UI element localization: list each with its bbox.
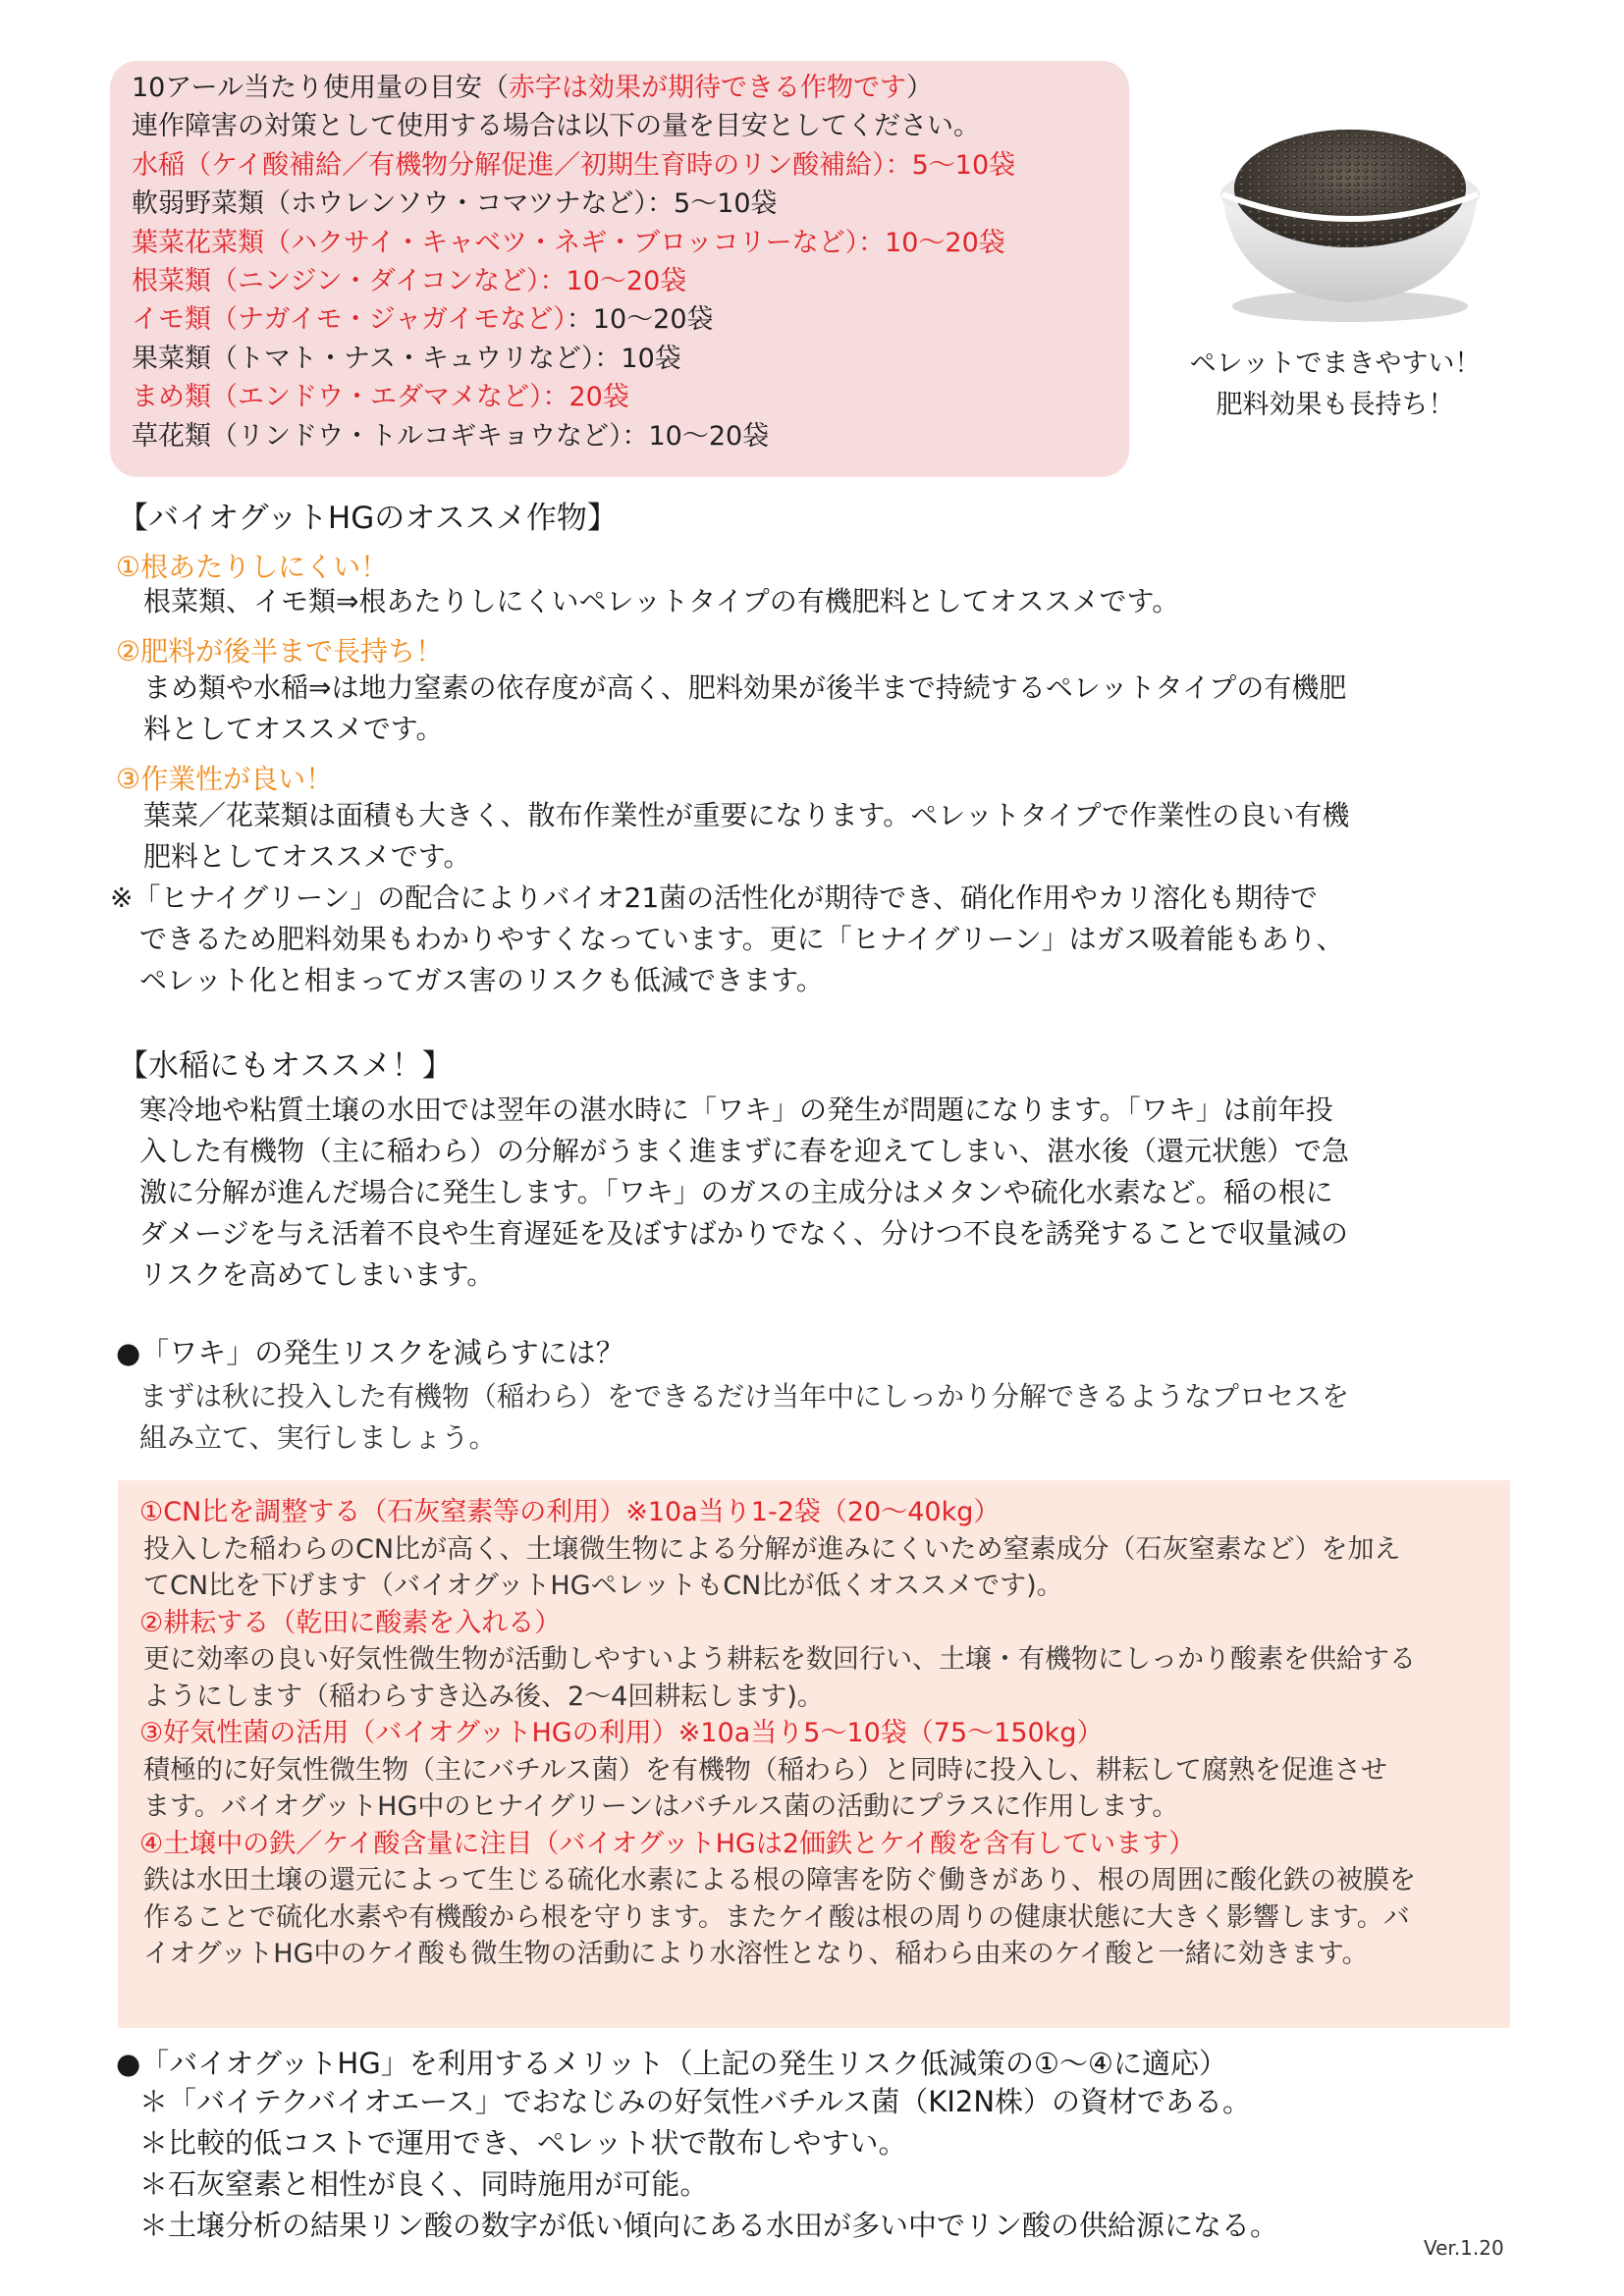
- strategy-3-line-1: 積極的に好気性微生物（主にバチルス菌）を有機物（稲わら）と同時に投入し、耕耘して腐熟を促進させ: [143, 1754, 1387, 1786]
- strategy-3-title: ③好気性菌の活用（バイオグットHGの利用）※10a当り5～10袋（75～150kg）: [139, 1718, 1104, 1748]
- strategy-4-line-1: 鉄は水田土壌の還元によって生じる硫化水素による根の障害を防ぐ働きがあり、根の周囲に酸化鉄の被膜を: [143, 1865, 1416, 1896]
- strategy-2-title: ②耕耘する（乾田に酸素を入れる）: [139, 1607, 562, 1638]
- hinai-green-note: ※「ヒナイグリーン」の配合によりバイオ21菌の活性化が期待でき、硝化作用やカリ溶化も期待で できるため肥料効果もわかりやすくなっています。更に「ヒナイグリーン」はガス吸着能もあり、 ペレット化と相まってガス害のリスクも低減できます。: [110, 881, 1344, 996]
- usage-guide-box: [110, 61, 1129, 477]
- strategy-4-line-2: 作ることで硫化水素や有機酸から根を守ります。またケイ酸は根の周りの健康状態に大きく影響します。バ: [143, 1901, 1410, 1933]
- crop-soft-vegetables: 軟弱野菜類（ホウレンソウ・コマツナなど）：5～10袋: [132, 188, 778, 220]
- crop-flowers: 草花類（リンドウ・トルコギキョウなど）：10～20袋: [132, 420, 770, 452]
- point-1-body: 根菜類、イモ類⇒根あたりしにくいペレットタイプの有機肥料としてオススメです。: [143, 585, 1180, 617]
- photo-caption: [1139, 344, 1532, 426]
- crop-fruit-vegetables: 果菜類（トマト・ナス・キュウリなど）：10袋: [132, 343, 681, 374]
- point-2-body: まめ類や水稲⇒は地力窒素の依存度が高く、肥料効果が後半まで持続するペレットタイプの有機肥 料としてオススメです。: [143, 671, 1347, 745]
- rice-heading: 【水稲にもオススメ！】: [118, 1048, 453, 1084]
- merit-item: ＊「バイテクバイオエース」でおなじみの好気性バチルス菌（KI2N株）の資材である。: [139, 2085, 1252, 2118]
- photo-caption-line-1: ペレットでまきやすい！: [1189, 348, 1482, 379]
- photo-caption-line-2: 肥料効果も長持ち！: [1216, 390, 1455, 420]
- reduce-heading: ●「ワキ」の発生リスクを減らすには？: [116, 1336, 624, 1369]
- merits-list: [139, 2081, 1278, 2246]
- strategy-4-title: ④土壌中の鉄／ケイ酸含量に注目（バイオグットHGは2価鉄とケイ酸を含有しています）: [139, 1828, 1196, 1859]
- strategy-1-line-1: 投入した稲わらのCN比が高く、土壌微生物による分解が進みにくいため窒素成分（石灰窒素など）を加え: [143, 1533, 1401, 1565]
- strategy-3-line-2: ます。バイオグットHG中のヒナイグリーンはバチルス菌の活動にプラスに作用します。: [143, 1791, 1179, 1822]
- crop-rice: 水稲（ケイ酸補給／有機物分解促進／初期生育時のリン酸補給）：5～10袋: [132, 149, 1016, 181]
- strategy-2-line-2: ようにします（稲わらすき込み後、2～4回耕耘します)。: [143, 1681, 824, 1712]
- merit-item: ＊石灰窒素と相性が良く、同時施用が可能。: [139, 2167, 709, 2201]
- strategy-4-line-3: イオグットHG中のケイ酸も微生物の活動により水溶性となり、稲わら由来のケイ酸と一緒に効きます。: [143, 1939, 1369, 1969]
- strategy-1-title: ①CN比を調整する（石灰窒素等の利用）※10a当り1-2袋（20～40kg）: [139, 1497, 1001, 1527]
- point-2-title: ②肥料が後半まで長持ち！: [116, 635, 444, 667]
- point-1-title: ①根あたりしにくい！: [116, 551, 389, 583]
- crop-beans: まめ類（エンドウ・エダマメなど）：20袋: [132, 382, 629, 413]
- merit-item: ＊比較的低コストで運用でき、ペレット状で散布しやすい。: [139, 2126, 907, 2160]
- strategy-box: [118, 1480, 1510, 2028]
- recommend-heading: 【バイオグットHGのオススメ作物】: [118, 501, 618, 536]
- version-label: Ver.1.20: [1424, 2236, 1504, 2260]
- point-3-body: 葉菜／花菜類は面積も大きく、散布作業性が重要になります。ペレットタイプで作業性の良い有機 肥料としてオススメです。: [143, 799, 1350, 873]
- rice-body: 寒冷地や粘質土壌の水田では翌年の湛水時に「ワキ」の発生が問題になります。「ワキ」は前年投 入した有機物（主に稲わら）の分解がうまく進まずに春を迎えてしまい、湛水後（還元状態）で急 激に分解が進んだ場合に発生します。「ワキ」のガスの主成分はメタンや硫化水素など。稲の根に ダメージを与え活着不良や生育遅延を及ぼすばかりでなく、分けつ不良を誘発することで収量減の リスクを高めてしまいます。: [139, 1094, 1350, 1291]
- crop-leafy-vegetables: 葉菜花菜類（ハクサイ・キャベツ・ネギ・ブロッコリーなど）：10～20袋: [132, 227, 1005, 258]
- strategy-2-line-1: 更に効率の良い好気性微生物が活動しやすいよう耕耘を数回行い、土壌・有機物にしっかり酸素を供給する: [143, 1644, 1416, 1675]
- crop-potatoes: イモ類（ナガイモ・ジャガイモなど）：10～20袋: [132, 304, 714, 336]
- crop-root-vegetables: 根菜類（ニンジン・ダイコンなど）：10～20袋: [132, 266, 687, 297]
- point-3-title: ③作業性が良い！: [116, 763, 334, 795]
- usage-title: 10アール当たり使用量の目安（赤字は効果が期待できる作物です）: [132, 73, 934, 103]
- merit-item: ＊土壌分析の結果リン酸の数字が低い傾向にある水田が多い中でリン酸の供給源になる。: [139, 2209, 1279, 2242]
- merits-heading: ●「バイオグットHG」を利用するメリット（上記の発生リスク低減策の①～④に適応）: [116, 2047, 1227, 2080]
- reduce-body: まずは秋に投入した有機物（稲わら）をできるだけ当年中にしっかり分解できるようなプロセスを 組み立て、実行しましょう。: [139, 1380, 1350, 1454]
- strategy-1-line-2: てCN比を下げます（バイオグットHGペレットもCN比が低くオススメです)。: [143, 1571, 1063, 1601]
- pellet-bowl-image: [1203, 79, 1497, 332]
- usage-intro: 連作障害の対策として使用する場合は以下の量を目安としてください。: [132, 111, 980, 142]
